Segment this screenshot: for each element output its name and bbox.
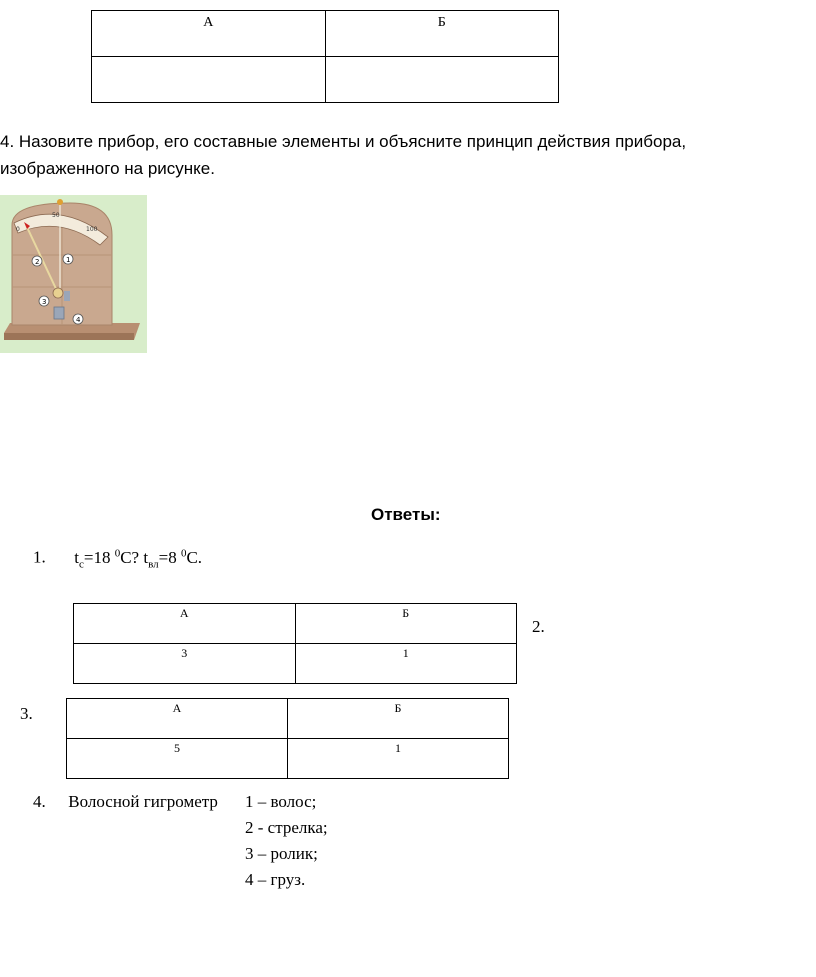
table-row <box>74 644 517 684</box>
answer-4 <box>33 789 218 815</box>
question-4-line1: 4. Назовите прибор, его составные элементы и объясните принцип действия прибора, <box>0 132 687 151</box>
cell-b <box>325 57 559 103</box>
part-1: 1 – волос; <box>245 792 317 811</box>
answers-title: Ответы: <box>371 505 441 524</box>
answer-1-number: 1. <box>33 547 46 567</box>
table-row <box>67 739 509 779</box>
scale-label-50: 50 <box>52 212 60 219</box>
svg-text:1: 1 <box>66 256 71 264</box>
table-header-row <box>74 604 517 644</box>
hygrometer-figure <box>0 195 147 353</box>
part-3: 3 – ролик; <box>245 844 318 863</box>
question-4 <box>0 128 816 182</box>
marker-2 <box>32 256 42 266</box>
table-row <box>92 57 559 103</box>
marker-1 <box>63 254 73 264</box>
part-2: 2 - стрелка; <box>245 818 328 837</box>
cell-b: 1 <box>295 644 517 684</box>
scale-label-100: 100 <box>86 226 98 233</box>
header-cell-a: А <box>92 11 326 57</box>
marker-3 <box>39 296 49 306</box>
answer-3-table <box>66 698 509 779</box>
header-cell-b: Б <box>295 604 517 644</box>
top-table <box>91 10 559 103</box>
marker-4 <box>73 314 83 324</box>
table-header-row <box>67 699 509 739</box>
cell-a <box>92 57 326 103</box>
svg-text:3: 3 <box>42 298 47 306</box>
svg-text:2: 2 <box>35 258 40 266</box>
answer-3-label: 3. <box>20 704 33 723</box>
cell-a: 5 <box>67 739 288 779</box>
answer-2-table <box>73 603 517 684</box>
answer-4-parts <box>245 789 328 893</box>
question-4-line2: изображенного на рисунке. <box>0 159 215 178</box>
table-header-row <box>92 11 559 57</box>
answer-4-device: Волосной гигрометр <box>68 792 218 811</box>
answer-1 <box>33 547 202 570</box>
answer-4-number: 4. <box>33 792 46 811</box>
header-cell-b: Б <box>288 699 509 739</box>
svg-text:4: 4 <box>76 316 81 324</box>
header-cell-a: А <box>74 604 296 644</box>
answer-1-text: $t_с=18$ $^0$C? $t_{вл}=8$ $^0$C. <box>74 547 203 571</box>
header-cell-a: А <box>67 699 288 739</box>
answer-2-label: 2. <box>532 617 545 636</box>
scale-label-0: 0 <box>16 226 20 233</box>
cell-b: 1 <box>288 739 509 779</box>
part-4: 4 – груз. <box>245 870 306 889</box>
header-cell-b: Б <box>325 11 559 57</box>
cell-a: 3 <box>74 644 296 684</box>
